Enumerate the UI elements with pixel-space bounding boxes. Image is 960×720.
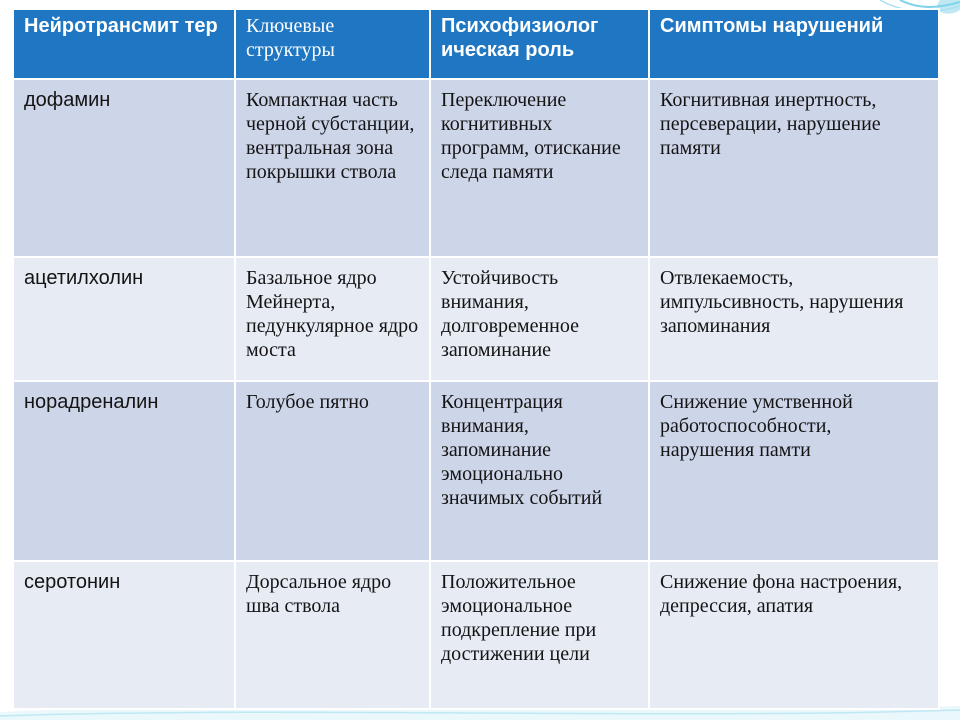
cell-neurotransmitter: дофамин: [13, 79, 235, 257]
cell-neurotransmitter: ацетилхолин: [13, 257, 235, 381]
table-row: [13, 561, 939, 709]
table-row: [13, 79, 939, 257]
cell-role: Переключение когнитивных программ, отискание следа памяти: [430, 79, 649, 257]
cell-role: Положительное эмоциональное подкрепление при достижении цели: [430, 561, 649, 709]
cell-symptoms: Когнитивная инертность, персеверации, нарушение памяти: [649, 79, 939, 257]
table-row: [13, 257, 939, 381]
header-psychophysiological-role: Психофизиолог ическая роль: [430, 9, 649, 79]
cell-role: Устойчивость внимания, долговременное запоминание: [430, 257, 649, 381]
neurotransmitter-table: [12, 8, 940, 710]
cell-symptoms: Отвлекаемость, импульсивность, нарушения запоминания: [649, 257, 939, 381]
header-key-structures: Ключевые структуры: [235, 9, 430, 79]
cell-neurotransmitter: серотонин: [13, 561, 235, 709]
cell-role: Концентрация внимания, запоминание эмоционально значимых событий: [430, 381, 649, 561]
cell-structures: Голубое пятно: [235, 381, 430, 561]
header-neurotransmitter: Нейротрансмит тер: [13, 9, 235, 79]
cell-structures: Базальное ядро Мейнерта, педункулярное ядро моста: [235, 257, 430, 381]
cell-symptoms: Снижение умственной работоспособности, нарушения памти: [649, 381, 939, 561]
cell-structures: Компактная часть черной субстанции, вентральная зона покрышки ствола: [235, 79, 430, 257]
table-row: [13, 381, 939, 561]
table-header-row: [13, 9, 939, 79]
cell-symptoms: Снижение фона настроения, депрессия, апатия: [649, 561, 939, 709]
cell-neurotransmitter: норадреналин: [13, 381, 235, 561]
cell-structures: Дорсальное ядро шва ствола: [235, 561, 430, 709]
header-disorder-symptoms: Симптомы нарушений: [649, 9, 939, 79]
